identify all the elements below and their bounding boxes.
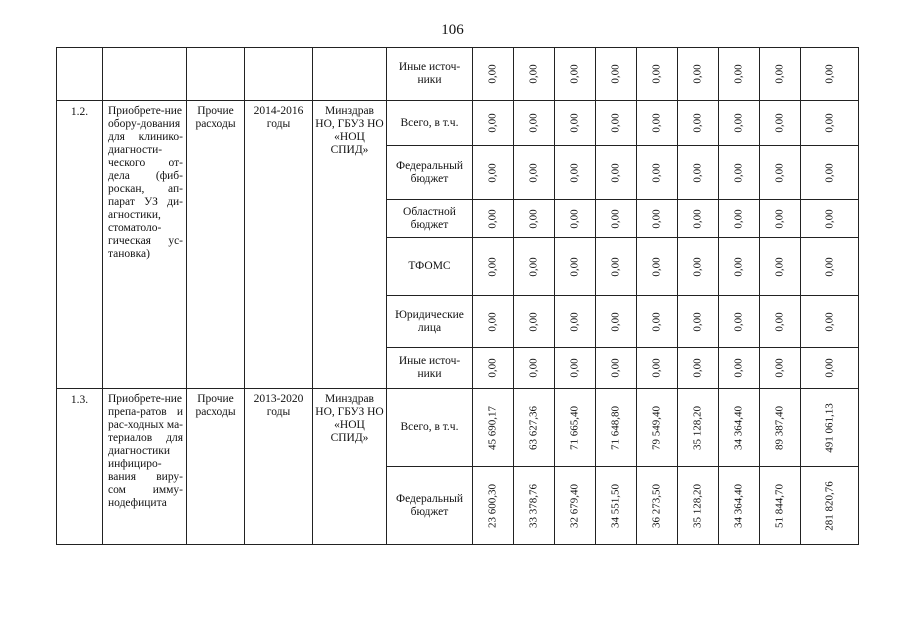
amount-cell (719, 389, 760, 467)
amount-cell (473, 467, 514, 545)
amount-cell (473, 238, 514, 296)
table-row (57, 389, 859, 467)
amount-cell (760, 146, 801, 200)
amount-value: 0,00 (609, 311, 622, 332)
amount-cell (514, 467, 555, 545)
amount-value: 0,00 (568, 64, 581, 84)
amount-value: 79 549,40 (650, 405, 663, 450)
amount-cell (801, 296, 859, 348)
amount-value: 0,00 (732, 256, 745, 277)
amount-value: 51 844,70 (773, 483, 786, 528)
amount-cell (514, 146, 555, 200)
amount-cell (678, 101, 719, 146)
amount-cell (514, 389, 555, 467)
amount-cell (719, 296, 760, 348)
amount-cell (596, 48, 637, 101)
amount-cell (555, 467, 596, 545)
funding-source-cell: Иные источ-ники (387, 348, 473, 389)
period-cell (245, 48, 313, 101)
expense-type-cell (187, 48, 245, 101)
row-number-cell (57, 48, 103, 101)
amount-value: 0,00 (691, 256, 704, 277)
amount-value: 0,00 (650, 256, 663, 277)
amount-cell (719, 467, 760, 545)
amount-cell (760, 467, 801, 545)
amount-cell (719, 238, 760, 296)
funding-source-cell: Федеральный бюджет (387, 467, 473, 545)
amount-cell (514, 101, 555, 146)
amount-cell (514, 348, 555, 389)
item-name-cell: Приобрете-ние препа-ратов и рас-ходных ма-териалов для диагностики инфициро-вания виру-сом имму-нодефицита (103, 389, 187, 545)
amount-cell (637, 48, 678, 101)
amount-value: 0,00 (527, 64, 540, 84)
amount-value: 0,00 (823, 256, 835, 277)
amount-cell (473, 296, 514, 348)
amount-cell (719, 101, 760, 146)
funding-source-cell: Федеральный бюджет (387, 146, 473, 200)
amount-value: 0,00 (568, 256, 581, 277)
amount-cell (719, 200, 760, 238)
amount-cell (678, 48, 719, 101)
amount-cell (637, 296, 678, 348)
funding-source-cell: ТФОМС (387, 238, 473, 296)
amount-value: 0,00 (486, 256, 499, 277)
amount-cell (760, 238, 801, 296)
amount-value: 0,00 (732, 162, 745, 183)
amount-value: 0,00 (691, 113, 704, 133)
expense-type-cell: Прочие расходы (187, 389, 245, 545)
amount-cell (801, 467, 859, 545)
table-row (57, 101, 859, 146)
amount-cell (678, 146, 719, 200)
amount-value: 0,00 (732, 311, 745, 332)
amount-value: 0,00 (609, 113, 622, 133)
amount-cell (719, 348, 760, 389)
amount-value: 34 551,50 (609, 483, 622, 528)
amount-value: 0,00 (650, 162, 663, 183)
amount-cell (596, 238, 637, 296)
amount-value: 0,00 (732, 358, 745, 378)
amount-value: 0,00 (773, 256, 786, 277)
funding-source-cell: Всего, в т.ч. (387, 101, 473, 146)
amount-cell (555, 348, 596, 389)
amount-value: 0,00 (486, 162, 499, 183)
amount-cell (637, 146, 678, 200)
funding-source-cell: Областной бюджет (387, 200, 473, 238)
amount-value: 0,00 (823, 311, 835, 332)
amount-value: 35 128,20 (691, 483, 704, 528)
amount-cell (555, 101, 596, 146)
amount-value: 0,00 (650, 311, 663, 332)
amount-cell (596, 389, 637, 467)
amount-value: 0,00 (773, 162, 786, 183)
amount-value: 0,00 (568, 358, 581, 378)
amount-cell (678, 348, 719, 389)
amount-value: 0,00 (773, 358, 786, 378)
executor-cell: Минздрав НО, ГБУЗ НО «НОЦ СПИД» (313, 101, 387, 389)
amount-value: 0,00 (691, 64, 704, 84)
amount-value: 0,00 (527, 256, 540, 277)
amount-cell (596, 296, 637, 348)
amount-cell (760, 101, 801, 146)
amount-cell (801, 146, 859, 200)
amount-cell (473, 200, 514, 238)
amount-value: 0,00 (773, 208, 786, 229)
amount-value: 89 387,40 (773, 405, 786, 450)
amount-cell (760, 389, 801, 467)
amount-cell (473, 389, 514, 467)
amount-value: 23 600,30 (486, 483, 499, 528)
amount-value: 45 690,17 (486, 405, 499, 450)
amount-cell (801, 200, 859, 238)
executor-cell: Минздрав НО, ГБУЗ НО «НОЦ СПИД» (313, 389, 387, 545)
amount-value: 0,00 (609, 64, 622, 84)
amount-cell (473, 101, 514, 146)
amount-cell (637, 238, 678, 296)
amount-cell (555, 389, 596, 467)
amount-cell (473, 146, 514, 200)
amount-value: 0,00 (691, 311, 704, 332)
funding-source-cell: Юридические лица (387, 296, 473, 348)
amount-value: 0,00 (527, 162, 540, 183)
funding-source-cell: Всего, в т.ч. (387, 389, 473, 467)
amount-cell (801, 389, 859, 467)
amount-value: 0,00 (486, 311, 499, 332)
amount-cell (801, 348, 859, 389)
amount-cell (760, 348, 801, 389)
amount-value: 71 648,80 (609, 405, 622, 450)
amount-cell (596, 200, 637, 238)
amount-cell (473, 48, 514, 101)
amount-value: 491 061,13 (823, 402, 835, 453)
amount-cell (637, 389, 678, 467)
amount-value: 281 820,76 (823, 480, 835, 531)
amount-value: 0,00 (486, 64, 499, 84)
table-row (57, 48, 859, 101)
amount-cell (678, 467, 719, 545)
amount-value: 0,00 (691, 162, 704, 183)
amount-cell (637, 348, 678, 389)
row-number-cell: 1.2. (57, 101, 103, 389)
amount-cell (555, 48, 596, 101)
amount-cell (514, 48, 555, 101)
amount-value: 0,00 (527, 113, 540, 133)
amount-value: 0,00 (823, 208, 835, 229)
amount-value: 0,00 (486, 358, 499, 378)
amount-cell (596, 146, 637, 200)
amount-value: 0,00 (527, 311, 540, 332)
amount-cell (801, 238, 859, 296)
amount-value: 0,00 (823, 113, 835, 133)
amount-cell (760, 48, 801, 101)
page-number: 106 (441, 22, 464, 38)
amount-cell (555, 238, 596, 296)
amount-value: 0,00 (527, 358, 540, 378)
amount-value: 32 679,40 (568, 483, 581, 528)
amount-value: 0,00 (823, 162, 835, 183)
amount-value: 63 627,36 (527, 405, 540, 450)
amount-cell (801, 48, 859, 101)
period-cell: 2013-2020 годы (245, 389, 313, 545)
amount-cell (678, 238, 719, 296)
amount-value: 0,00 (823, 358, 835, 378)
amount-value: 0,00 (732, 113, 745, 133)
amount-value: 0,00 (823, 64, 835, 84)
amount-cell (760, 200, 801, 238)
amount-cell (678, 296, 719, 348)
period-cell: 2014-2016 годы (245, 101, 313, 389)
item-name-cell: Приобрете-ние обору-дования для клинико-диагности-ческого от-дела (фиб-роскан, ап-парат УЗ ди-агностики, стоматоло-гическая ус-тановка) (103, 101, 187, 389)
amount-value: 0,00 (609, 208, 622, 229)
amount-value: 0,00 (568, 311, 581, 332)
amount-value: 34 364,40 (732, 405, 745, 450)
amount-cell (514, 238, 555, 296)
amount-value: 0,00 (568, 113, 581, 133)
amount-cell (637, 101, 678, 146)
amount-value: 0,00 (568, 208, 581, 229)
amount-cell (760, 296, 801, 348)
amount-value: 35 128,20 (691, 405, 704, 450)
amount-value: 0,00 (609, 162, 622, 183)
amount-value: 0,00 (650, 358, 663, 378)
amount-value: 0,00 (650, 208, 663, 229)
amount-cell (637, 200, 678, 238)
amount-cell (678, 200, 719, 238)
amount-value: 0,00 (691, 358, 704, 378)
amount-value: 36 273,50 (650, 483, 663, 528)
expense-type-cell: Прочие расходы (187, 101, 245, 389)
amount-value: 34 364,40 (732, 483, 745, 528)
amount-value: 0,00 (486, 208, 499, 229)
amount-cell (555, 296, 596, 348)
amount-cell (596, 348, 637, 389)
amount-value: 0,00 (486, 113, 499, 133)
amount-cell (596, 101, 637, 146)
budget-table (56, 47, 859, 545)
amount-value: 0,00 (773, 113, 786, 133)
amount-cell (637, 467, 678, 545)
amount-cell (719, 48, 760, 101)
amount-value: 0,00 (773, 311, 786, 332)
amount-value: 0,00 (691, 208, 704, 229)
amount-value: 0,00 (732, 64, 745, 84)
funding-source-cell: Иные источ-ники (387, 48, 473, 101)
amount-value: 0,00 (732, 208, 745, 229)
amount-cell (678, 389, 719, 467)
amount-value: 71 665,40 (568, 405, 581, 450)
amount-cell (473, 348, 514, 389)
amount-value: 0,00 (609, 256, 622, 277)
amount-cell (801, 101, 859, 146)
amount-value: 0,00 (650, 64, 663, 84)
amount-cell (514, 296, 555, 348)
amount-cell (596, 467, 637, 545)
item-name-cell (103, 48, 187, 101)
row-number-cell: 1.3. (57, 389, 103, 545)
amount-cell (555, 146, 596, 200)
executor-cell (313, 48, 387, 101)
amount-cell (719, 146, 760, 200)
amount-value: 0,00 (527, 208, 540, 229)
amount-value: 0,00 (773, 64, 786, 84)
amount-value: 0,00 (609, 358, 622, 378)
amount-cell (555, 200, 596, 238)
amount-value: 0,00 (650, 113, 663, 133)
amount-value: 0,00 (568, 162, 581, 183)
amount-value: 33 378,76 (527, 483, 540, 528)
amount-cell (514, 200, 555, 238)
